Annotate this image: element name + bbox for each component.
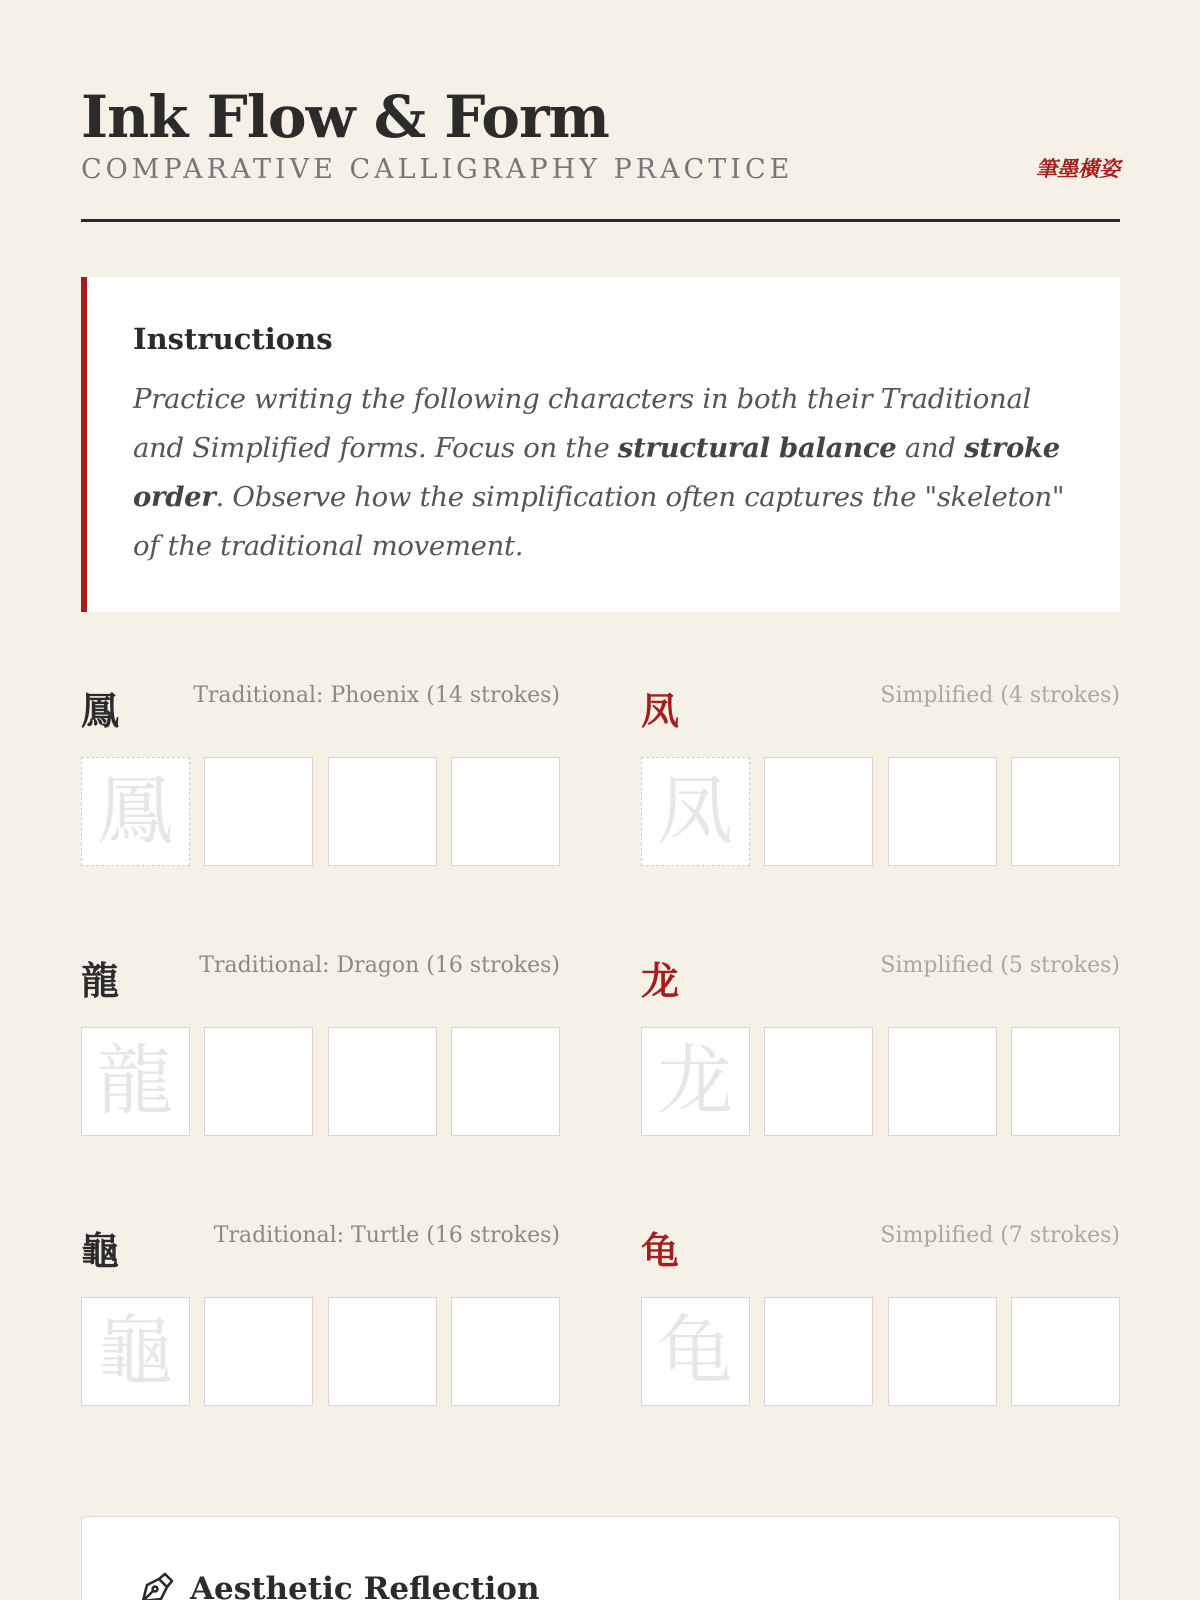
simplified-character: 凤 (641, 689, 680, 733)
instructions-body (133, 375, 1083, 571)
practice-box[interactable] (328, 1297, 437, 1406)
practice-box[interactable] (204, 757, 313, 866)
practice-box[interactable] (204, 1297, 313, 1406)
trace-box[interactable] (641, 757, 750, 866)
trace-box[interactable] (81, 757, 190, 866)
instructions-bold-1: structural balance (617, 432, 897, 464)
simplified-column (641, 952, 1120, 1152)
practice-box[interactable] (328, 757, 437, 866)
practice-boxes (641, 757, 1120, 867)
practice-row-turtle (81, 1222, 1120, 1422)
practice-row-dragon (81, 952, 1120, 1152)
instructions-text-1: Practice writing the following characters in both their Traditional and Simplified forms. Focus on the (133, 383, 1032, 464)
instructions-text-2: and (896, 432, 965, 464)
practice-box[interactable] (1011, 1297, 1120, 1406)
trace-box[interactable] (641, 1027, 750, 1136)
traditional-label: Traditional: Turtle (16 strokes) (213, 1223, 560, 1248)
header (81, 82, 1120, 224)
practice-box[interactable] (1011, 757, 1120, 866)
practice-box[interactable] (764, 1027, 873, 1136)
practice-box[interactable] (328, 1027, 437, 1136)
traditional-character: 鳳 (81, 689, 120, 733)
traditional-label: Traditional: Phoenix (14 strokes) (193, 683, 560, 708)
practice-box[interactable] (764, 1297, 873, 1406)
practice-box[interactable] (451, 1297, 560, 1406)
trace-character: 龟 (657, 1306, 733, 1395)
traditional-column (81, 1222, 560, 1422)
traditional-character: 龍 (81, 959, 120, 1003)
instructions-panel (81, 277, 1120, 612)
simplified-column (641, 1222, 1120, 1422)
practice-box[interactable] (451, 757, 560, 866)
trace-character: 龍 (97, 1036, 173, 1125)
traditional-label: Traditional: Dragon (16 strokes) (199, 953, 560, 978)
header-divider (81, 219, 1120, 222)
trace-character: 鳳 (97, 766, 173, 855)
practice-boxes (81, 1027, 560, 1137)
trace-character: 龙 (657, 1036, 733, 1125)
instructions-text-3: . Observe how the simplification often captures the "skeleton" of the traditional movement. (133, 481, 1065, 562)
traditional-column (81, 682, 560, 882)
practice-boxes (641, 1027, 1120, 1137)
trace-character: 龜 (97, 1306, 173, 1395)
simplified-label: Simplified (5 strokes) (880, 953, 1120, 978)
page-title: Ink Flow & Form (81, 83, 609, 151)
practice-box[interactable] (888, 757, 997, 866)
practice-box[interactable] (888, 1027, 997, 1136)
seal-text: 筆墨橫姿 (1036, 157, 1120, 181)
pen-nib-icon (137, 1571, 177, 1600)
simplified-column (641, 682, 1120, 882)
worksheet-page (81, 0, 1120, 1600)
simplified-character: 龙 (641, 959, 680, 1003)
traditional-character: 龜 (81, 1229, 120, 1273)
practice-boxes (641, 1297, 1120, 1407)
practice-box[interactable] (451, 1027, 560, 1136)
practice-boxes (81, 757, 560, 867)
practice-row-phoenix (81, 682, 1120, 882)
simplified-character: 龟 (641, 1229, 680, 1273)
practice-box[interactable] (204, 1027, 313, 1136)
trace-box[interactable] (81, 1027, 190, 1136)
simplified-label: Simplified (4 strokes) (880, 683, 1120, 708)
reflection-card (81, 1516, 1120, 1600)
practice-box[interactable] (764, 757, 873, 866)
trace-box[interactable] (81, 1297, 190, 1406)
instructions-bold-2: stroke order (133, 432, 1060, 513)
instructions-heading: Instructions (133, 322, 333, 356)
page-subtitle: COMPARATIVE CALLIGRAPHY PRACTICE (81, 154, 794, 185)
traditional-column (81, 952, 560, 1152)
trace-character: 凤 (657, 766, 733, 855)
trace-box[interactable] (641, 1297, 750, 1406)
reflection-title: Aesthetic Reflection (190, 1571, 540, 1600)
practice-box[interactable] (888, 1297, 997, 1406)
practice-box[interactable] (1011, 1027, 1120, 1136)
simplified-label: Simplified (7 strokes) (880, 1223, 1120, 1248)
practice-boxes (81, 1297, 560, 1407)
